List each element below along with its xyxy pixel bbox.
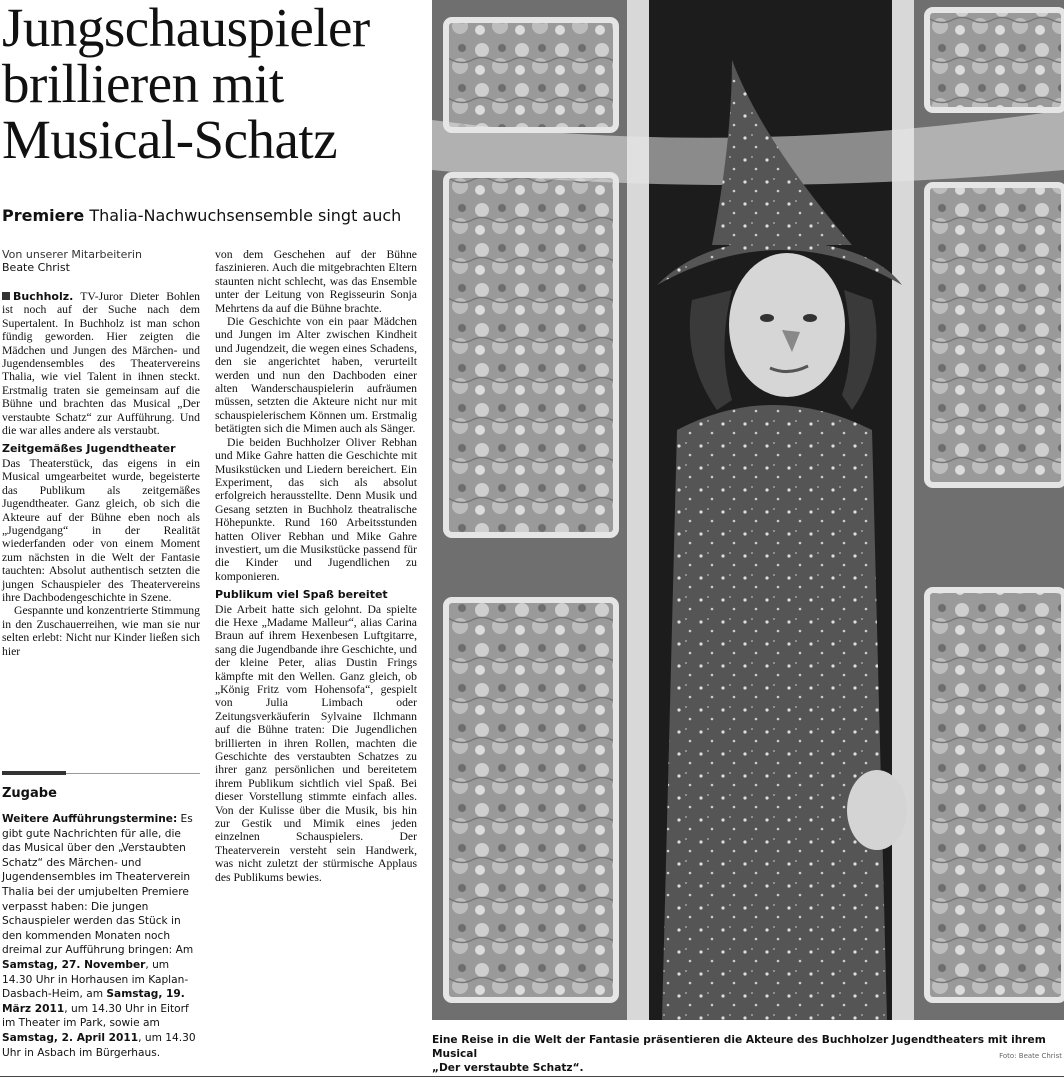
byline-label: Von unserer Mitarbeiterin	[2, 248, 142, 261]
caption-line-2: „Der verstaubte Schatz“.	[432, 1062, 584, 1074]
headline-line-1: Jungschauspieler	[2, 0, 370, 58]
photo-credit: Foto: Beate Christ	[999, 1052, 1062, 1060]
article-column-2	[215, 248, 417, 884]
section-divider	[66, 773, 200, 774]
subheadline-text: Thalia-Nachwuchsensemble singt auch	[89, 206, 402, 225]
subheadline	[2, 206, 427, 225]
paragraph: Die beiden Buchholzer Oliver Rebhan und Mike Gahre hatten die Geschichte mit Musikstücken und Liedern bereichert. Ein Experiment, das sich als absolut erfolgreich herausstellte. Denn Musik und Gesang setzten in Buchholz theatralische Höhepunkte. Rund 160 Arbeitsstunden hatten Oliver Rebhan und Mike Gahre investiert, um die Musikstücke passend für die Kinder und Jugendlichen zu komponieren.	[215, 435, 417, 583]
zugabe-heading: Zugabe	[2, 786, 57, 801]
photo-caption	[432, 1033, 1052, 1075]
byline	[2, 248, 202, 274]
performance-date: Samstag, 27. November	[2, 958, 146, 971]
paragraph: Gespannte und konzentrierte Stimmung in den Zuschauerreihen, wie man sie nur selten erlebt: Nicht nur Kinder ließen sich hier	[2, 604, 200, 658]
paragraph	[2, 290, 200, 437]
headline	[2, 0, 427, 168]
headline-line-3: Musical-Schatz	[2, 109, 338, 170]
performance-date: Samstag, 2. April 2011	[2, 1031, 139, 1044]
section-heading: Publikum viel Spaß bereitet	[215, 588, 388, 602]
zugabe-text-part: , um 14.30 Uhr in Eitorf im Theater im Park, sowie am	[2, 1002, 189, 1030]
zugabe-text-part: , um 14.30 Uhr in Asbach im Bürgerhaus.	[2, 1031, 196, 1059]
zugabe-text-part: Es gibt gute Nachrichten für alle, die das Musical über den „Verstaubten Schatz“ des Märchen- und Jugendensembles im Theaterverein Thalia bei der umjubelten Premiere verpasst haben: Die jungen Schauspieler werden das Stück in den kommenden Monaten noch dreimal zur Aufführung bringen: Am	[2, 813, 194, 957]
zugabe-text-part: , um 14.30 Uhr in Horhausen im Kaplan-Dasbach-Heim, am	[2, 958, 189, 1001]
page-bottom-rule	[0, 1076, 1064, 1077]
section-heading: Zeitgemäßes Jugendtheater	[2, 442, 176, 456]
paragraph: Die Arbeit hatte sich gelohnt. Da spielte die Hexe „Madame Malleur“, alias Carina Braun auf ihrem Hexenbesen Luftgitarre, sang die Jugendbande ihre Geschichte, und der kleine Peter, alias Dustin Frings kämpfte mit den Wellen. Ganz gleich, ob „König Fritz vom Hohensofa“, gespielt von Julia Limbach oder Zeitungsverkäuferin Sylvaine Ilchmann auf die Bühne traten: Die Jugendlichen brillierten in ihren Rollen, machten die Geschichte des verstaubten Schatzes zu ihrer ganz persönlichen und bereitetem ihrem Publikum sichtlich viel Spaß. Bei dieser Vorstellung stimmte einfach alles. Von der Kulisse über die Musik, bis hin zur Gestik und Mimik eines jeden einzelnen Schauspielers. Der Theaterverein versteht sein Handwerk, was nicht zuletzt der stürmische Applaus des Publikums bewies.	[215, 602, 417, 884]
square-bullet-icon	[2, 292, 10, 300]
paragraph: Das Theaterstück, das eigens in ein Musical umgearbeitet wurde, begeisterte das Publikum als zeitgemäßes Jugendtheater. Ganz gleich, ob sich die Akteure auf der Bühne eben noch als „Jugendgang“ in der Realität wiederfanden oder von einem Moment zum nächsten in die Welt der Fantasie tauchten: Absolut authentisch setzten die jungen Schauspieler des Theatervereins ihre Dachbodengeschichte in Szene.	[2, 456, 200, 604]
paragraph: von dem Geschehen auf der Bühne faszinieren. Auch die mitgebrachten Eltern staunten nicht schlecht, was das Ensemble unter der Leitung von Regisseurin Sonja Mehrtens da auf die Bühne brachte.	[215, 248, 417, 315]
caption-line-1: Eine Reise in die Welt der Fantasie präsentieren die Akteure des Buchholzer Jugendtheaters mit ihrem Musical	[432, 1034, 1046, 1060]
zugabe-box-text	[2, 812, 200, 1060]
dateline: Buchholz.	[13, 290, 74, 303]
witch-costume-photo	[432, 0, 1064, 1020]
zugabe-lead: Weitere Aufführungstermine:	[2, 813, 178, 825]
kicker: Premiere	[2, 206, 85, 225]
section-rule	[2, 771, 66, 775]
paragraph-text: TV-Juror Dieter Bohlen ist noch auf der Suche nach dem Supertalent. In Buchholz ist man schon fündig geworden. Hier zeigten die Mädchen und Jungen des Märchen- und Jugendensembles des Theatervereins Thalia, wie viel Talent in ihnen steckt. Erstmalig traten sie gemeinsam auf die Bühne und brachten das Musical „Der verstaubte Schatz“ zur Aufführung. Und die war alles andere als verstaubt.	[2, 290, 200, 438]
paragraph: Die Geschichte von ein paar Mädchen und Jungen im Alter zwischen Kindheit und Jugendzeit, die wegen eines Schadens, den sie angerichtet haben, verurteilt werden und nun den Dachboden einer alten Wanderschauspielerin aufräumen müssen, setzten die Akteure nicht nur mit schauspielerischem Können um. Erstmalig betätigten sich die Mimen auch als Sänger.	[215, 315, 417, 436]
article-column-1	[2, 290, 200, 658]
headline-line-2: brillieren mit	[2, 53, 284, 114]
article-photo	[432, 0, 1064, 1020]
performance-date: Samstag, 19. März 2011	[2, 988, 185, 1015]
byline-author: Beate Christ	[2, 261, 70, 274]
